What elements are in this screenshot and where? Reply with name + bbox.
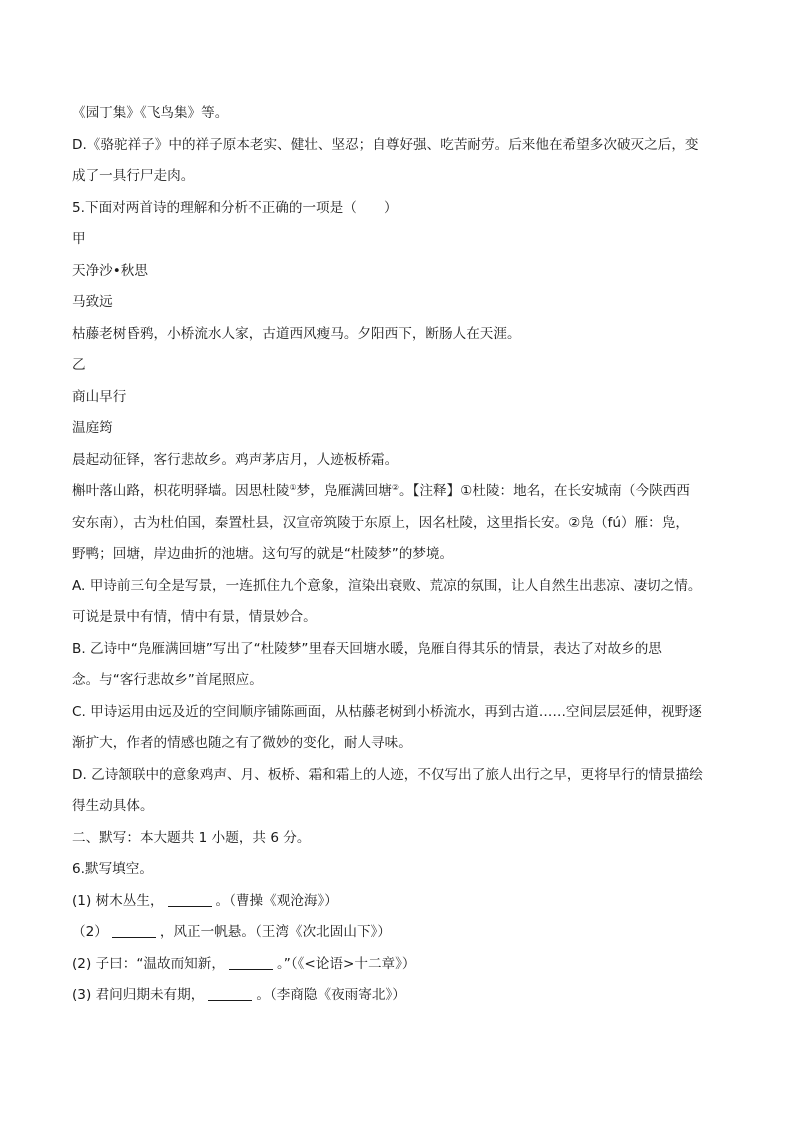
text-span: 梦，凫雁满回塘 (296, 483, 392, 499)
option-a: A. 甲诗前三句全是写景，一连抓住九个意象，渲染出衰败、荒凉的氛围，让人自然生出悲凉、凄切之情。 (72, 577, 702, 594)
option-c: C. 甲诗运用由远及近的空间顺序铺陈画面，从枯藤老树到小桥流水，再到古道……空间层层延伸，视野逐 (72, 703, 702, 720)
option-c-cont: 渐扩大，作者的情感也随之有了微妙的变化，耐人寻味。 (72, 735, 412, 751)
blank-line (168, 893, 212, 907)
blank-line (112, 924, 156, 938)
poem-a-label: 甲 (72, 231, 86, 247)
text-span: (2) 子曰：“温故而知新， (72, 955, 225, 972)
poem-a-body: 枯藤老树昏鸦，小桥流水人家，古道西风瘦马。夕阳西下，断肠人在天涯。 (72, 325, 521, 342)
text-span: （2） (72, 924, 108, 940)
note-text: 安东南），古为杜伯国，秦置杜县，汉宣帝筑陵于东原上，因名杜陵，这里指长安。②凫（fú）雁：凫， (72, 514, 689, 531)
blank-line (229, 956, 273, 970)
fill-item-4 (72, 980, 724, 1012)
poem-b-author: 温庭筠 (72, 420, 113, 436)
text-span: ，风正一帆悬。（王湾《次北固山下》） (159, 924, 391, 940)
footnote-marker: ② (391, 483, 399, 492)
fill-item-3 (72, 949, 724, 981)
text-span: 槲叶落山路，枳花明驿墙。因思杜陵 (72, 483, 290, 499)
question-5-title: 5.下面对两首诗的理解和分析不正确的一项是（ ） (72, 199, 398, 216)
poem-b-title: 商山早行 (72, 388, 127, 405)
blank-line (208, 987, 252, 1001)
option-d-prev: D.《骆驼祥子》中的祥子原本老实、健壮、坚忍；自尊好强、吃苦耐劳。后来他在希望多次破灭之后，变 (72, 136, 699, 153)
fill-item-1 (72, 886, 724, 918)
poem-b-line2-with-notes (72, 476, 724, 508)
footnote-marker: ① (289, 483, 297, 492)
text-span: (1) 树木丛生， (72, 892, 164, 909)
option-a-cont: 可说是景中有情，情中有景，情景妙合。 (72, 609, 317, 625)
poem-a-title: 天净沙•秋思 (72, 262, 148, 279)
poem-b-line1: 晨起动征铎，客行悲故乡。鸡声茅店月，人迹板桥霜。 (72, 451, 399, 468)
text-span: 。（李商隐《夜雨寄北》） (256, 987, 406, 1003)
option-d-cont: 得生动具体。 (72, 798, 154, 814)
text-span: 。（曹操《观沧海》） (215, 892, 338, 909)
option-b: B. 乙诗中“凫雁满回塘”写出了“杜陵梦”里春天回塘水暖，凫雁自得其乐的情景，表达了对故乡的思 (72, 640, 662, 657)
option-b-cont: 念。与“客行悲故乡”首尾照应。 (72, 672, 263, 688)
poem-a-author: 马致远 (72, 294, 113, 310)
text-span: (3) 君问归期未有期， (72, 987, 205, 1003)
note-text: 野鸭；回塘，岸边曲折的池塘。这句写的就是“杜陵梦”的梦境。 (72, 546, 454, 562)
text-span: 。”（《<论语>十二章》） (276, 955, 416, 972)
section-2-heading: 二、默写：本大题共 1 小题，共 6 分。 (72, 829, 311, 846)
text-span: 。【注释】①杜陵：地名，在长安城南（今陕西西 (399, 483, 690, 499)
document-page (72, 98, 724, 1012)
option-d: D. 乙诗颔联中的意象鸡声、月、板桥、霜和霜上的人迹，不仅写出了旅人出行之早，更将早行的情景描绘 (72, 766, 703, 783)
text-line: 成了一具行尸走肉。 (72, 168, 195, 184)
question-6-title: 6.默写填空。 (72, 861, 153, 877)
fill-item-2 (72, 917, 724, 949)
poem-b-label: 乙 (72, 357, 86, 373)
text-line: 《园丁集》《飞鸟集》等。 (72, 105, 229, 121)
